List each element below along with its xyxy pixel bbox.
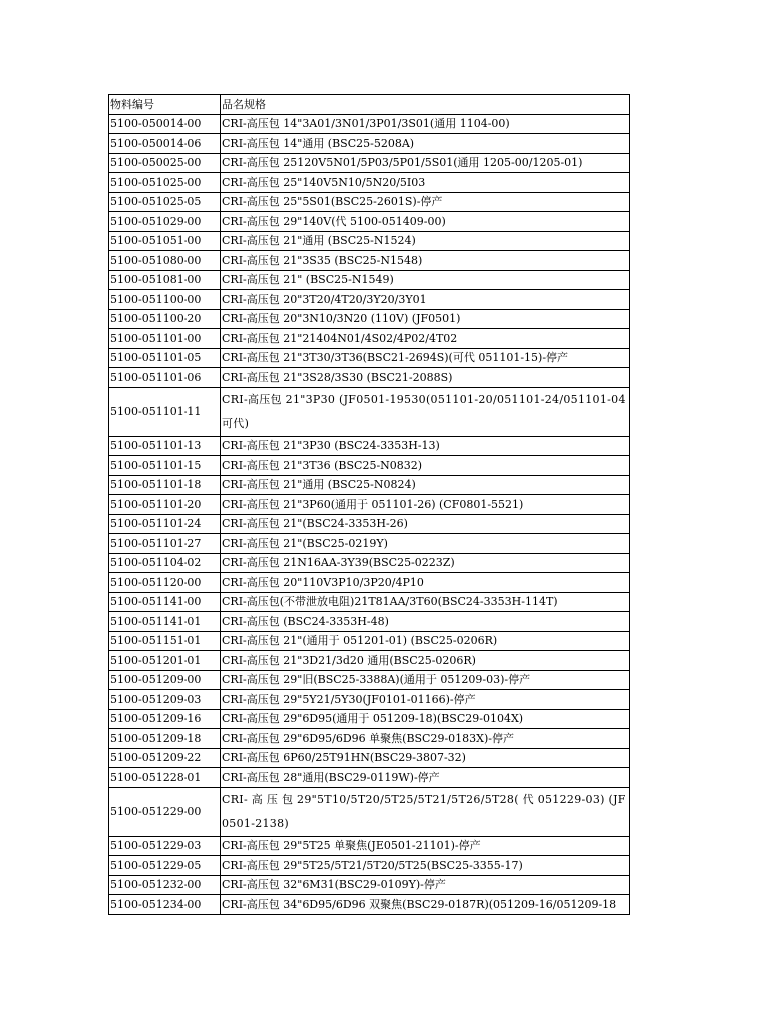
table-row (109, 534, 630, 554)
product-spec-cell: CRI-高压包 29"旧(BSC25-3388A)(通用于 051209-03)-停产 (221, 670, 630, 690)
material-code-cell: 5100-051209-03 (109, 690, 221, 710)
table-row (109, 231, 630, 251)
material-code-cell: 5100-051101-00 (109, 329, 221, 349)
header-product-spec: 品名规格 (221, 95, 630, 115)
material-code-cell: 5100-051141-00 (109, 592, 221, 612)
material-code-cell: 5100-051229-03 (109, 836, 221, 856)
table-header-row (109, 95, 630, 115)
product-spec-cell: CRI-高压包(不带泄放电阻)21T81AA/3T60(BSC24-3353H-114T) (221, 592, 630, 612)
material-code-cell: 5100-051234-00 (109, 895, 221, 915)
table-row (109, 153, 630, 173)
material-code-cell: 5100-051101-05 (109, 348, 221, 368)
product-spec-cell: CRI-高压包 20"110V3P10/3P20/4P10 (221, 573, 630, 593)
material-code-cell: 5100-051029-00 (109, 212, 221, 232)
table-row (109, 709, 630, 729)
table-row (109, 114, 630, 134)
table-row (109, 768, 630, 788)
table-row (109, 592, 630, 612)
product-spec-cell: CRI-高压包 21"3T30/3T36(BSC21-2694S)(可代 051101-15)-停产 (221, 348, 630, 368)
table-row (109, 134, 630, 154)
product-spec-cell: CRI-高压包 6P60/25T91HN(BSC29-3807-32) (221, 748, 630, 768)
material-code-cell: 5100-051120-00 (109, 573, 221, 593)
table-row (109, 212, 630, 232)
material-code-cell: 5100-051104-02 (109, 553, 221, 573)
material-code-cell: 5100-051151-01 (109, 631, 221, 651)
material-code-cell: 5100-051232-00 (109, 875, 221, 895)
table-row (109, 270, 630, 290)
product-spec-cell: CRI-高压包 21"(BSC25-0219Y) (221, 534, 630, 554)
material-code-cell: 5100-051209-22 (109, 748, 221, 768)
product-spec-cell: CRI-高压包 21"通用 (BSC25-N0824) (221, 475, 630, 495)
table-row (109, 612, 630, 632)
table-row (109, 329, 630, 349)
product-spec-cell: CRI-高压包 14"通用 (BSC25-5208A) (221, 134, 630, 154)
table-row (109, 875, 630, 895)
table-row (109, 651, 630, 671)
table-row (109, 631, 630, 651)
material-code-cell: 5100-051101-13 (109, 436, 221, 456)
table-row (109, 787, 630, 836)
material-code-cell: 5100-051209-00 (109, 670, 221, 690)
product-spec-cell: CRI-高压包 21"3D21/3d20 通用(BSC25-0206R) (221, 651, 630, 671)
material-code-cell: 5100-051101-11 (109, 387, 221, 436)
material-code-cell: 5100-050014-06 (109, 134, 221, 154)
product-spec-cell: CRI-高压包 29"6D95/6D96 单聚焦(BSC29-0183X)-停产 (221, 729, 630, 749)
material-code-cell: 5100-051081-00 (109, 270, 221, 290)
product-spec-cell: CRI-高压包 21"21404N01/4S02/4P02/4T02 (221, 329, 630, 349)
product-spec-cell: CRI-高压包 21" (BSC25-N1549) (221, 270, 630, 290)
product-spec-cell: CRI-高压包 21"(BSC24-3353H-26) (221, 514, 630, 534)
product-spec-cell: CRI-高压包 21"通用 (BSC25-N1524) (221, 231, 630, 251)
material-code-cell: 5100-050025-00 (109, 153, 221, 173)
product-spec-cell: CRI-高压包 29"140V(代 5100-051409-00) (221, 212, 630, 232)
material-code-cell: 5100-051025-00 (109, 173, 221, 193)
material-code-cell: 5100-051100-20 (109, 309, 221, 329)
product-spec-cell: CRI-高压包 21"3S35 (BSC25-N1548) (221, 251, 630, 271)
header-material-code: 物料编号 (109, 95, 221, 115)
material-code-cell: 5100-050014-00 (109, 114, 221, 134)
material-code-cell: 5100-051101-20 (109, 495, 221, 515)
product-spec-cell: CRI-高压包 21"3P60(通用于 051101-26) (CF0801-5521) (221, 495, 630, 515)
table-row (109, 553, 630, 573)
material-code-cell: 5100-051229-05 (109, 856, 221, 876)
material-code-cell: 5100-051141-01 (109, 612, 221, 632)
material-code-cell: 5100-051209-18 (109, 729, 221, 749)
table-row (109, 475, 630, 495)
table-row (109, 192, 630, 212)
material-code-cell: 5100-051228-01 (109, 768, 221, 788)
product-spec-cell: CRI-高压包 21"3T36 (BSC25-N0832) (221, 456, 630, 476)
table-row (109, 670, 630, 690)
material-code-cell: 5100-051101-06 (109, 368, 221, 388)
product-spec-cell: CRI-高压包 29"5Y21/5Y30(JF0101-01166)-停产 (221, 690, 630, 710)
material-code-cell: 5100-051101-18 (109, 475, 221, 495)
material-code-cell: 5100-051101-24 (109, 514, 221, 534)
product-spec-cell: CRI-高压包 25"140V5N10/5N20/5I03 (221, 173, 630, 193)
product-spec-cell: CRI-高压包 14"3A01/3N01/3P01/3S01(通用 1104-00) (221, 114, 630, 134)
product-spec-cell: CRI- 高 压 包 29"5T10/5T20/5T25/5T21/5T26/5T28( 代 051229-03) (JF0501-2138) (221, 787, 630, 836)
table-row (109, 387, 630, 436)
table-row (109, 495, 630, 515)
material-code-cell: 5100-051101-27 (109, 534, 221, 554)
table-row (109, 514, 630, 534)
product-spec-cell: CRI-高压包 25120V5N01/5P03/5P01/5S01(通用 1205-00/1205-01) (221, 153, 630, 173)
table-row (109, 309, 630, 329)
table-row (109, 368, 630, 388)
product-spec-cell: CRI-高压包 20"3N10/3N20 (110V) (JF0501) (221, 309, 630, 329)
material-code-cell: 5100-051025-05 (109, 192, 221, 212)
product-spec-cell: CRI-高压包 29"5T25/5T21/5T20/5T25(BSC25-3355-17) (221, 856, 630, 876)
product-spec-cell: CRI-高压包 34"6D95/6D96 双聚焦(BSC29-0187R)(051209-16/051209-18 (221, 895, 630, 915)
product-spec-cell: CRI-高压包 21"3P30 (JF0501-19530(051101-20/051101-24/051101-04 可代) (221, 387, 630, 436)
material-code-cell: 5100-051100-00 (109, 290, 221, 310)
table-row (109, 251, 630, 271)
material-code-cell: 5100-051051-00 (109, 231, 221, 251)
table-row (109, 573, 630, 593)
material-code-cell: 5100-051101-15 (109, 456, 221, 476)
material-code-cell: 5100-051229-00 (109, 787, 221, 836)
table-row (109, 856, 630, 876)
product-spec-cell: CRI-高压包 29"5T25 单聚焦(JE0501-21101)-停产 (221, 836, 630, 856)
product-spec-cell: CRI-高压包 29"6D95(通用于 051209-18)(BSC29-0104X) (221, 709, 630, 729)
table-row (109, 456, 630, 476)
product-spec-cell: CRI-高压包 (BSC24-3353H-48) (221, 612, 630, 632)
product-spec-cell: CRI-高压包 21N16AA-3Y39(BSC25-0223Z) (221, 553, 630, 573)
material-spec-table (108, 94, 630, 915)
product-spec-cell: CRI-高压包 21"3P30 (BSC24-3353H-13) (221, 436, 630, 456)
table-row (109, 729, 630, 749)
product-spec-cell: CRI-高压包 32"6M31(BSC29-0109Y)-停产 (221, 875, 630, 895)
table-row (109, 290, 630, 310)
table-row (109, 748, 630, 768)
table-row (109, 173, 630, 193)
table-row (109, 690, 630, 710)
product-spec-cell: CRI-高压包 21"3S28/3S30 (BSC21-2088S) (221, 368, 630, 388)
table-row (109, 348, 630, 368)
product-spec-cell: CRI-高压包 20"3T20/4T20/3Y20/3Y01 (221, 290, 630, 310)
product-spec-cell: CRI-高压包 28"通用(BSC29-0119W)-停产 (221, 768, 630, 788)
table-row (109, 895, 630, 915)
table-row (109, 836, 630, 856)
product-spec-cell: CRI-高压包 25"5S01(BSC25-2601S)-停产 (221, 192, 630, 212)
product-spec-cell: CRI-高压包 21"(通用于 051201-01) (BSC25-0206R) (221, 631, 630, 651)
material-code-cell: 5100-051209-16 (109, 709, 221, 729)
material-code-cell: 5100-051080-00 (109, 251, 221, 271)
table-body (109, 114, 630, 914)
table-row (109, 436, 630, 456)
material-code-cell: 5100-051201-01 (109, 651, 221, 671)
